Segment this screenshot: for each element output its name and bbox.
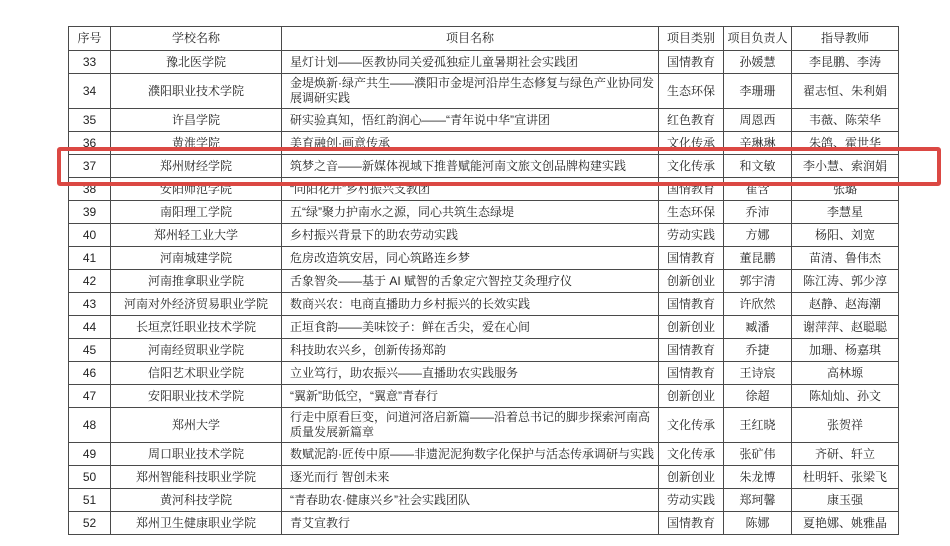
table-row — [69, 316, 899, 339]
cell-category: 国情教育 — [659, 293, 724, 316]
cell-category: 国情教育 — [659, 339, 724, 362]
cell-category: 文化传承 — [659, 155, 724, 178]
cell-project-name: 星灯计划——医教协同关爱孤独症儿童暑期社会实践团 — [282, 51, 659, 74]
col-header-project: 项目名称 — [282, 27, 659, 51]
table-row — [69, 293, 899, 316]
cell-project-name: 危房改造筑安居，同心筑路连乡梦 — [282, 247, 659, 270]
table-row — [69, 201, 899, 224]
table-row — [69, 466, 899, 489]
cell-category: 国情教育 — [659, 178, 724, 201]
cell-serial-number: 41 — [69, 247, 111, 270]
cell-serial-number: 47 — [69, 385, 111, 408]
table-row — [69, 443, 899, 466]
cell-project-name: 立业笃行，助农振兴——直播助农实践服务 — [282, 362, 659, 385]
cell-category: 创新创业 — [659, 385, 724, 408]
cell-advisor-teacher: 翟志恒、朱利娟 — [792, 74, 899, 109]
cell-project-name: 行走中原看巨变，问道河洛启新篇——沿着总书记的脚步探索河南高质量发展新篇章 — [282, 408, 659, 443]
cell-project-leader: 许欣然 — [724, 293, 792, 316]
cell-advisor-teacher: 张璐 — [792, 178, 899, 201]
cell-school-name: 郑州轻工业大学 — [111, 224, 282, 247]
table-row — [69, 132, 899, 155]
table-row — [69, 74, 899, 109]
cell-project-name: 美育融创·画意传承 — [282, 132, 659, 155]
col-header-no: 序号 — [69, 27, 111, 51]
cell-category: 创新创业 — [659, 316, 724, 339]
col-header-teachers: 指导教师 — [792, 27, 899, 51]
cell-serial-number: 39 — [69, 201, 111, 224]
cell-project-name: 舌象智灸——基于 AI 赋智的舌象定穴智控艾灸理疗仪 — [282, 270, 659, 293]
cell-project-leader: 方娜 — [724, 224, 792, 247]
table-row — [69, 512, 899, 535]
cell-project-name: 乡村振兴背景下的助农劳动实践 — [282, 224, 659, 247]
cell-advisor-teacher: 张贺祥 — [792, 408, 899, 443]
cell-category: 创新创业 — [659, 270, 724, 293]
cell-project-name: 金堤焕新·绿产共生——濮阳市金堤河沿岸生态修复与绿色产业协同发展调研实践 — [282, 74, 659, 109]
cell-school-name: 豫北医学院 — [111, 51, 282, 74]
cell-category: 红色教育 — [659, 109, 724, 132]
cell-serial-number: 48 — [69, 408, 111, 443]
cell-school-name: 郑州大学 — [111, 408, 282, 443]
cell-project-name: 正垣食韵——美味饺子：鲜在舌尖，爱在心间 — [282, 316, 659, 339]
cell-advisor-teacher: 赵静、赵海潮 — [792, 293, 899, 316]
cell-school-name: 信阳艺术职业学院 — [111, 362, 282, 385]
cell-advisor-teacher: 李慧星 — [792, 201, 899, 224]
cell-project-leader: 臧潘 — [724, 316, 792, 339]
cell-serial-number: 51 — [69, 489, 111, 512]
cell-project-leader: 徐超 — [724, 385, 792, 408]
cell-project-name: 研实验真知，悟红韵润心——“青年说中华”宣讲团 — [282, 109, 659, 132]
table-row — [69, 51, 899, 74]
cell-school-name: 安阳职业技术学院 — [111, 385, 282, 408]
cell-project-leader: 张矿伟 — [724, 443, 792, 466]
cell-project-leader: 郑珂馨 — [724, 489, 792, 512]
cell-project-name: 筑梦之音——新媒体视域下推普赋能河南文旅文创品牌构建实践 — [282, 155, 659, 178]
cell-serial-number: 43 — [69, 293, 111, 316]
cell-category: 国情教育 — [659, 51, 724, 74]
cell-serial-number: 50 — [69, 466, 111, 489]
cell-category: 文化传承 — [659, 443, 724, 466]
cell-project-leader: 李珊珊 — [724, 74, 792, 109]
cell-project-name: 青艾宣教行 — [282, 512, 659, 535]
cell-school-name: 长垣烹饪职业技术学院 — [111, 316, 282, 339]
cell-school-name: 濮阳职业技术学院 — [111, 74, 282, 109]
cell-project-name: 逐光而行 智创未来 — [282, 466, 659, 489]
table-row — [69, 155, 899, 178]
col-header-school: 学校名称 — [111, 27, 282, 51]
cell-serial-number: 33 — [69, 51, 111, 74]
cell-category: 生态环保 — [659, 74, 724, 109]
cell-project-name: “向阳花开”乡村振兴支教团 — [282, 178, 659, 201]
table-row — [69, 385, 899, 408]
cell-school-name: 许昌学院 — [111, 109, 282, 132]
cell-serial-number: 46 — [69, 362, 111, 385]
cell-project-leader: 王诗宸 — [724, 362, 792, 385]
projects-table — [68, 26, 899, 535]
cell-category: 文化传承 — [659, 132, 724, 155]
cell-advisor-teacher: 高林塬 — [792, 362, 899, 385]
cell-category: 国情教育 — [659, 362, 724, 385]
col-header-category: 项目类别 — [659, 27, 724, 51]
cell-advisor-teacher: 陈江涛、郭少淳 — [792, 270, 899, 293]
cell-advisor-teacher: 杨阳、刘宽 — [792, 224, 899, 247]
cell-advisor-teacher: 朱鸽、霍世华 — [792, 132, 899, 155]
cell-project-name: 数赋泥韵·匠传中原——非遗泥泥狗数字化保护与活态传承调研与实践 — [282, 443, 659, 466]
cell-advisor-teacher: 齐研、轩立 — [792, 443, 899, 466]
table-row — [69, 224, 899, 247]
cell-serial-number: 34 — [69, 74, 111, 109]
cell-project-leader: 和文敏 — [724, 155, 792, 178]
cell-school-name: 郑州智能科技职业学院 — [111, 466, 282, 489]
table-row — [69, 408, 899, 443]
cell-category: 劳动实践 — [659, 224, 724, 247]
cell-serial-number: 45 — [69, 339, 111, 362]
cell-advisor-teacher: 李小慧、索润娟 — [792, 155, 899, 178]
table-row — [69, 339, 899, 362]
cell-category: 生态环保 — [659, 201, 724, 224]
cell-school-name: 安阳师范学院 — [111, 178, 282, 201]
cell-project-leader: 周恩西 — [724, 109, 792, 132]
cell-advisor-teacher: 杜明轩、张梁飞 — [792, 466, 899, 489]
cell-advisor-teacher: 谢萍萍、赵聪聪 — [792, 316, 899, 339]
cell-project-leader: 孙媛慧 — [724, 51, 792, 74]
cell-school-name: 周口职业技术学院 — [111, 443, 282, 466]
cell-serial-number: 49 — [69, 443, 111, 466]
table-row — [69, 109, 899, 132]
table-header-row — [69, 27, 899, 51]
col-header-leader: 项目负责人 — [724, 27, 792, 51]
cell-serial-number: 52 — [69, 512, 111, 535]
cell-advisor-teacher: 加珊、杨嘉琪 — [792, 339, 899, 362]
table-row — [69, 178, 899, 201]
cell-project-leader: 陈娜 — [724, 512, 792, 535]
cell-school-name: 黄淮学院 — [111, 132, 282, 155]
cell-project-name: 五“绿”聚力护南水之源，同心共筑生态绿堤 — [282, 201, 659, 224]
table-row — [69, 270, 899, 293]
cell-category: 创新创业 — [659, 466, 724, 489]
cell-project-leader: 郭宇清 — [724, 270, 792, 293]
cell-advisor-teacher: 韦薇、陈荣华 — [792, 109, 899, 132]
cell-category: 劳动实践 — [659, 489, 724, 512]
cell-project-leader: 朱龙博 — [724, 466, 792, 489]
table-row — [69, 247, 899, 270]
table-row — [69, 489, 899, 512]
cell-project-name: “青春助农·健康兴乡”社会实践团队 — [282, 489, 659, 512]
cell-category: 国情教育 — [659, 512, 724, 535]
table-row — [69, 362, 899, 385]
cell-school-name: 河南推拿职业学院 — [111, 270, 282, 293]
cell-project-leader: 董昆鹏 — [724, 247, 792, 270]
cell-advisor-teacher: 李昆鹏、李涛 — [792, 51, 899, 74]
cell-serial-number: 35 — [69, 109, 111, 132]
cell-category: 国情教育 — [659, 247, 724, 270]
cell-serial-number: 37 — [69, 155, 111, 178]
cell-school-name: 郑州卫生健康职业学院 — [111, 512, 282, 535]
cell-school-name: 河南对外经济贸易职业学院 — [111, 293, 282, 316]
cell-school-name: 郑州财经学院 — [111, 155, 282, 178]
cell-serial-number: 42 — [69, 270, 111, 293]
cell-serial-number: 36 — [69, 132, 111, 155]
cell-advisor-teacher: 陈灿灿、孙文 — [792, 385, 899, 408]
cell-project-leader: 王红晓 — [724, 408, 792, 443]
cell-serial-number: 44 — [69, 316, 111, 339]
cell-advisor-teacher: 夏艳娜、姚雅晶 — [792, 512, 899, 535]
cell-advisor-teacher: 康玉强 — [792, 489, 899, 512]
cell-category: 文化传承 — [659, 408, 724, 443]
cell-serial-number: 40 — [69, 224, 111, 247]
cell-project-name: 数商兴农：电商直播助力乡村振兴的长效实践 — [282, 293, 659, 316]
cell-project-leader: 乔捷 — [724, 339, 792, 362]
cell-project-name: 科技助农兴乡，创新传扬郑韵 — [282, 339, 659, 362]
cell-school-name: 河南经贸职业学院 — [111, 339, 282, 362]
cell-serial-number: 38 — [69, 178, 111, 201]
cell-advisor-teacher: 苗清、鲁伟杰 — [792, 247, 899, 270]
cell-school-name: 黄河科技学院 — [111, 489, 282, 512]
cell-school-name: 南阳理工学院 — [111, 201, 282, 224]
cell-project-leader: 辛琳琳 — [724, 132, 792, 155]
cell-project-leader: 崔含 — [724, 178, 792, 201]
cell-school-name: 河南城建学院 — [111, 247, 282, 270]
cell-project-name: “翼新”助低空，“翼意”青春行 — [282, 385, 659, 408]
cell-project-leader: 乔沛 — [724, 201, 792, 224]
